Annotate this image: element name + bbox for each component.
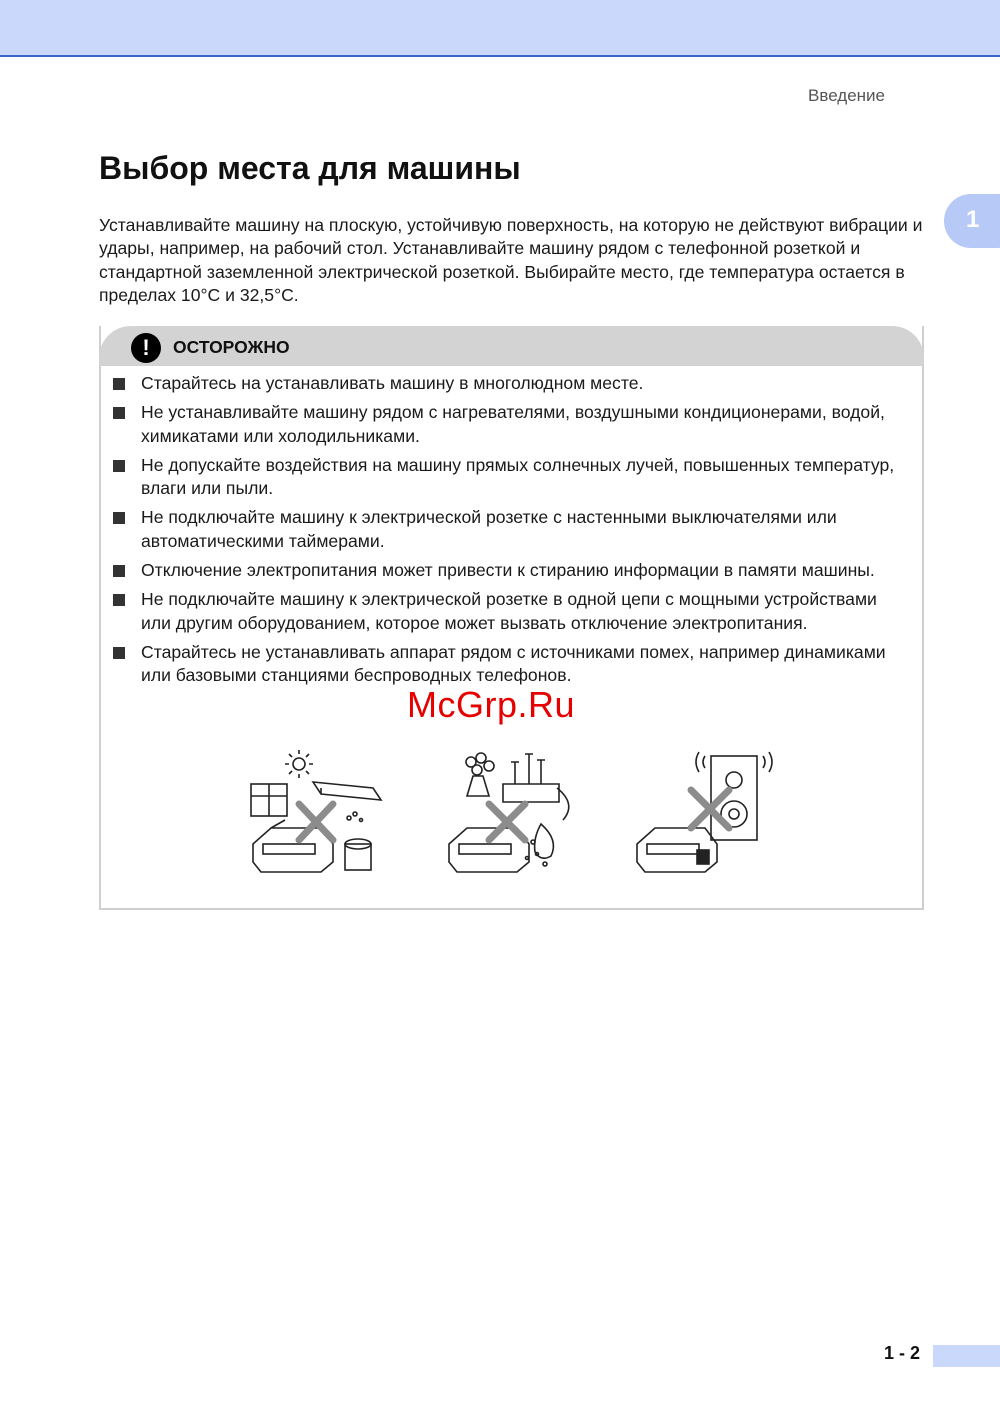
list-item	[113, 559, 903, 582]
list-item	[113, 641, 903, 688]
square-bullet-icon	[113, 647, 125, 659]
chapter-tab	[944, 194, 1000, 248]
speaker-interference-illustration	[625, 744, 775, 894]
list-item	[113, 588, 903, 635]
list-item-text: Старайтесь на устанавливать машину в многолюдном месте.	[141, 373, 644, 393]
square-bullet-icon	[113, 512, 125, 524]
list-item	[113, 372, 903, 395]
list-item	[113, 506, 903, 553]
list-item-text: Не подключайте машину к электрической розетке в одной цепи с мощными устройствами или другим оборудованием, которое может вызвать отключение электропитания.	[141, 589, 877, 633]
watermark: McGrp.Ru	[407, 684, 576, 725]
list-item-text: Не подключайте машину к электрической розетке с настенными выключателями или автоматическими таймерами.	[141, 507, 837, 551]
intro-paragraph: Устанавливайте машину на плоскую, устойчивую поверхность, на которую не действуют вибрации и удары, например, на рабочий стол. Устанавливайте машину рядом с телефонной розеткой и стандартной заземленной электрической розеткой. Выбирайте место, где температура остается в пределах 10°C и 32,5°C.	[99, 215, 923, 305]
page-tab	[933, 1345, 1000, 1367]
list-item-text: Не допускайте воздействия на машину прямых солнечных лучей, повышенных температур, влаги или пыли.	[141, 454, 895, 499]
water-dust-illustration	[437, 744, 587, 894]
caution-box	[99, 326, 924, 910]
caution-title: ОСТОРОЖНО	[173, 337, 290, 357]
page-number: 1 - 2	[884, 1343, 921, 1363]
chapter-number: 1	[966, 206, 980, 233]
caution-header	[99, 326, 924, 366]
list-item	[113, 401, 903, 448]
square-bullet-icon	[113, 407, 125, 419]
square-bullet-icon	[113, 594, 125, 606]
page-title: Выбор места для машины	[99, 150, 521, 186]
list-item-text: Старайтесь не устанавливать аппарат рядом с источниками помех, например динамиками или базовыми станциями беспроводных телефонов.	[141, 641, 886, 686]
square-bullet-icon	[113, 460, 125, 472]
list-item	[113, 454, 903, 501]
heat-sun-chemicals-illustration	[241, 744, 391, 894]
caution-list	[113, 372, 903, 694]
list-item-text: Отключение электропитания может привести к стиранию информации в памяти машины.	[141, 560, 875, 581]
square-bullet-icon	[113, 565, 125, 577]
top-band	[0, 0, 1000, 57]
placement-illustrations	[241, 744, 781, 894]
list-item-text: Не устанавливайте машину рядом с нагревателями, воздушными кондиционерами, водой, химикатами или холодильниками.	[141, 402, 885, 446]
running-header: Введение	[808, 86, 885, 105]
square-bullet-icon	[113, 378, 125, 390]
exclamation-icon: !	[131, 333, 161, 363]
